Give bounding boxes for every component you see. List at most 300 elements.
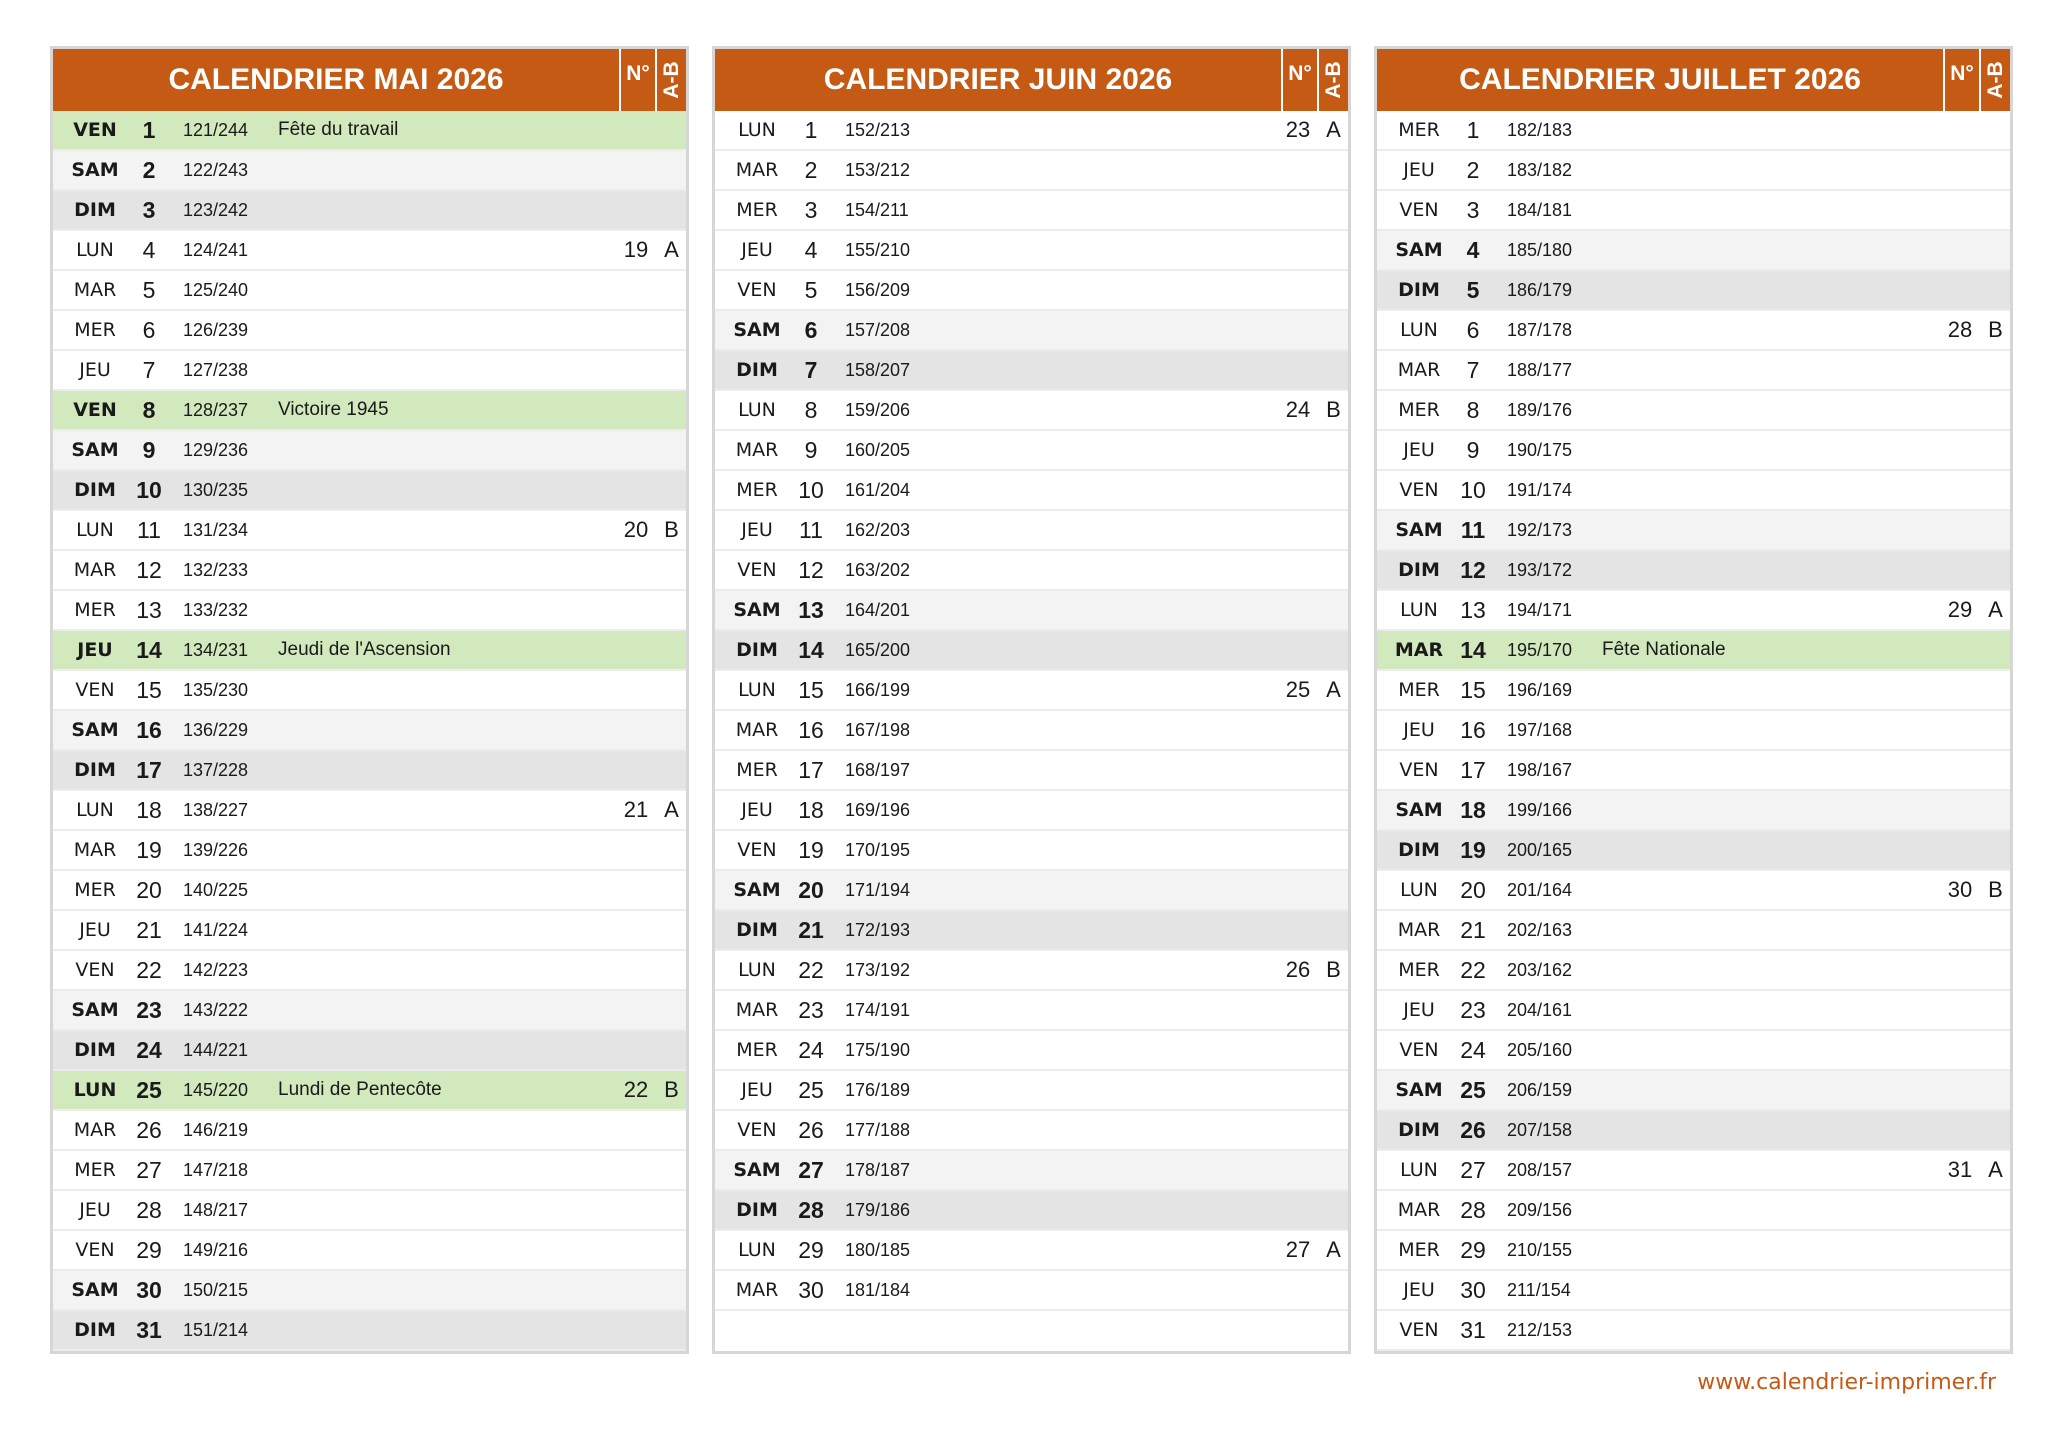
day-row — [715, 431, 1348, 471]
weekday-label: VEN — [73, 399, 117, 421]
day-row — [53, 951, 686, 991]
day-row — [53, 1151, 686, 1191]
day-row — [715, 711, 1348, 751]
day-of-year: 186/179 — [1507, 280, 1573, 300]
month-june — [712, 46, 1351, 1354]
day-row — [1377, 1191, 2010, 1231]
weekday-label: DIM — [1398, 279, 1440, 301]
day-row — [1377, 191, 2010, 231]
day-number: 18 — [798, 797, 824, 823]
day-of-year: 135/230 — [183, 680, 249, 700]
weekday-label: MAR — [1397, 1199, 1441, 1221]
day-number: 24 — [1460, 1037, 1486, 1063]
day-number: 24 — [798, 1037, 824, 1063]
day-number: 12 — [136, 557, 162, 583]
weekday-label: DIM — [74, 759, 116, 781]
weekday-label: DIM — [74, 1319, 116, 1341]
day-number: 14 — [798, 637, 824, 663]
day-number: 25 — [798, 1077, 824, 1103]
day-of-year: 131/234 — [183, 520, 249, 540]
weekday-label: VEN — [75, 959, 115, 981]
day-number: 7 — [804, 357, 818, 383]
day-number: 31 — [1460, 1317, 1486, 1343]
day-number: 30 — [1460, 1277, 1486, 1303]
weekday-label: SAM — [1395, 1079, 1443, 1101]
weekday-label: MAR — [735, 999, 779, 1021]
day-number: 27 — [136, 1157, 162, 1183]
weekday-label: VEN — [737, 839, 777, 861]
day-number: 27 — [1460, 1157, 1486, 1183]
day-row — [53, 511, 686, 551]
week-number: 21 — [623, 797, 649, 822]
day-of-year: 154/211 — [845, 200, 909, 220]
weekday-label: SAM — [1395, 519, 1443, 541]
day-of-year: 127/238 — [183, 360, 249, 380]
day-of-year: 152/213 — [845, 120, 911, 140]
week-ab: B — [1988, 877, 2003, 902]
day-of-year: 171/194 — [845, 880, 911, 900]
week-ab: B — [664, 1077, 679, 1102]
day-of-year: 174/191 — [845, 1000, 911, 1020]
day-of-year: 151/214 — [183, 1320, 249, 1340]
day-of-year: 188/177 — [1507, 360, 1573, 380]
day-of-year: 198/167 — [1507, 760, 1573, 780]
day-of-year: 191/174 — [1507, 480, 1573, 500]
day-of-year: 178/187 — [845, 1160, 911, 1180]
day-number: 6 — [1466, 317, 1480, 343]
day-number: 5 — [1466, 277, 1480, 303]
day-row — [53, 311, 686, 351]
day-number: 10 — [136, 477, 162, 503]
weekday-label: JEU — [79, 1199, 111, 1221]
month-header — [1377, 49, 2010, 111]
day-row — [715, 471, 1348, 511]
day-row — [1377, 391, 2010, 431]
day-row — [715, 311, 1348, 351]
day-row — [1377, 1231, 2010, 1271]
day-row — [53, 591, 686, 631]
weekday-label: LUN — [76, 519, 114, 541]
day-row — [715, 911, 1348, 951]
day-row — [715, 1031, 1348, 1071]
weekday-label: VEN — [737, 559, 777, 581]
week-number: 29 — [1947, 597, 1973, 622]
weekday-label: SAM — [71, 159, 119, 181]
weekday-label: MER — [736, 1039, 778, 1061]
day-row — [1377, 671, 2010, 711]
day-row — [53, 111, 686, 151]
weekday-label: MAR — [735, 719, 779, 741]
day-row — [53, 871, 686, 911]
week-ab: A — [664, 797, 679, 822]
weekday-label: SAM — [733, 879, 781, 901]
day-row — [53, 1111, 686, 1151]
day-row — [1377, 1151, 2010, 1191]
day-row — [1377, 1071, 2010, 1111]
day-of-year: 193/172 — [1507, 560, 1573, 580]
day-row — [1377, 911, 2010, 951]
week-number: 26 — [1285, 957, 1311, 982]
weekday-label: DIM — [1398, 1119, 1440, 1141]
day-number: 12 — [798, 557, 824, 583]
day-of-year: 165/200 — [845, 640, 911, 660]
day-number: 12 — [1460, 557, 1486, 583]
day-of-year: 211/154 — [1507, 1280, 1571, 1300]
weekday-label: VEN — [73, 119, 117, 141]
day-of-year: 142/223 — [183, 960, 249, 980]
day-row — [53, 191, 686, 231]
day-of-year: 126/239 — [183, 320, 249, 340]
day-list — [53, 111, 686, 1351]
week-ab: B — [1326, 397, 1341, 422]
weekday-label: MER — [1398, 119, 1440, 141]
weekday-label: DIM — [74, 199, 116, 221]
week-ab: A — [1988, 597, 2003, 622]
day-of-year: 203/162 — [1507, 960, 1573, 980]
day-of-year: 176/189 — [845, 1080, 911, 1100]
day-row — [715, 111, 1348, 151]
week-ab: A — [1988, 1157, 2003, 1182]
day-row — [1377, 471, 2010, 511]
day-number: 28 — [136, 1197, 162, 1223]
day-number: 26 — [136, 1117, 162, 1143]
day-of-year: 205/160 — [1507, 1040, 1573, 1060]
day-number: 29 — [798, 1237, 824, 1263]
day-number: 4 — [804, 237, 818, 263]
day-of-year: 164/201 — [845, 600, 911, 620]
day-number: 2 — [804, 157, 818, 183]
weekday-label: SAM — [71, 719, 119, 741]
day-of-year: 189/176 — [1507, 400, 1573, 420]
day-of-year: 123/242 — [183, 200, 249, 220]
day-row — [1377, 311, 2010, 351]
day-number: 29 — [1460, 1237, 1486, 1263]
day-number: 2 — [142, 157, 156, 183]
weekday-label: JEU — [79, 919, 111, 941]
ab-week-header: A-B — [1983, 61, 2007, 99]
day-row — [715, 551, 1348, 591]
day-of-year: 187/178 — [1507, 320, 1573, 340]
weekday-label: MAR — [1397, 359, 1441, 381]
day-row — [1377, 751, 2010, 791]
weekday-label: JEU — [1403, 159, 1435, 181]
day-row — [1377, 231, 2010, 271]
day-list — [1377, 111, 2010, 1351]
day-number: 19 — [136, 837, 162, 863]
day-of-year: 170/195 — [845, 840, 911, 860]
day-row — [1377, 151, 2010, 191]
day-row — [1377, 791, 2010, 831]
day-of-year: 194/171 — [1507, 600, 1573, 620]
day-row — [53, 151, 686, 191]
weekday-label: MER — [1398, 399, 1440, 421]
day-row — [715, 271, 1348, 311]
day-number: 11 — [1460, 517, 1486, 543]
day-list — [715, 111, 1348, 1349]
day-number: 23 — [136, 997, 162, 1023]
day-number: 21 — [1460, 917, 1486, 943]
week-number-header: N° — [1950, 62, 1974, 85]
weekday-label: JEU — [741, 799, 773, 821]
day-row — [715, 951, 1348, 991]
weekday-label: JEU — [741, 519, 773, 541]
weekday-label: DIM — [736, 359, 778, 381]
day-number: 3 — [1466, 197, 1480, 223]
day-of-year: 206/159 — [1507, 1080, 1573, 1100]
holiday-name: Lundi de Pentecôte — [278, 1079, 442, 1100]
day-number: 2 — [1466, 157, 1480, 183]
weekday-label: LUN — [1400, 1159, 1438, 1181]
week-number-header: N° — [626, 62, 650, 85]
day-number: 17 — [798, 757, 824, 783]
weekday-label: MER — [74, 879, 116, 901]
day-of-year: 125/240 — [183, 280, 249, 300]
day-number: 21 — [136, 917, 162, 943]
day-row — [53, 351, 686, 391]
day-number: 8 — [804, 397, 818, 423]
weekday-label: SAM — [733, 1159, 781, 1181]
weekday-label: MER — [736, 199, 778, 221]
day-row — [1377, 1271, 2010, 1311]
weekday-label: LUN — [76, 239, 114, 261]
day-of-year: 172/193 — [845, 920, 911, 940]
day-of-year: 201/164 — [1507, 880, 1573, 900]
ab-week-header: A-B — [1321, 61, 1345, 99]
day-number: 11 — [799, 517, 823, 543]
day-number: 9 — [1466, 437, 1480, 463]
day-number: 13 — [798, 597, 824, 623]
day-of-year: 121/244 — [183, 120, 249, 140]
weekday-label: JEU — [79, 359, 111, 381]
day-row — [715, 1231, 1348, 1271]
website-link[interactable]: www.calendrier-imprimer.fr — [1697, 1370, 1996, 1395]
weekday-label: MER — [1398, 959, 1440, 981]
day-row — [715, 1111, 1348, 1151]
day-of-year: 184/181 — [1507, 200, 1573, 220]
day-of-year: 139/226 — [183, 840, 249, 860]
weekday-label: SAM — [71, 1279, 119, 1301]
ab-week-header: A-B — [659, 61, 683, 99]
day-number: 25 — [136, 1077, 162, 1103]
day-of-year: 138/227 — [183, 800, 249, 820]
day-number: 5 — [804, 277, 818, 303]
month-title: CALENDRIER JUIN 2026 — [823, 63, 1173, 96]
weekday-label: JEU — [1403, 719, 1435, 741]
weekday-label: MER — [1398, 679, 1440, 701]
weekday-label: VEN — [1399, 199, 1439, 221]
weekday-label: DIM — [736, 1199, 778, 1221]
month-may — [50, 46, 689, 1354]
day-of-year: 129/236 — [183, 440, 249, 460]
weekday-label: MAR — [73, 279, 117, 301]
day-row — [53, 991, 686, 1031]
weekday-label: LUN — [738, 119, 776, 141]
day-number: 22 — [798, 957, 824, 983]
week-number: 31 — [1947, 1157, 1973, 1182]
day-row — [53, 471, 686, 511]
week-number: 27 — [1285, 1237, 1311, 1262]
day-row — [53, 391, 686, 431]
day-of-year: 183/182 — [1507, 160, 1573, 180]
weekday-label: DIM — [74, 479, 116, 501]
weekday-label: MAR — [73, 559, 117, 581]
day-number: 20 — [136, 877, 162, 903]
weekday-label: VEN — [737, 279, 777, 301]
day-number: 19 — [798, 837, 824, 863]
day-of-year: 199/166 — [1507, 800, 1573, 820]
day-of-year: 195/170 — [1507, 640, 1573, 660]
day-row — [715, 391, 1348, 431]
weekday-label: JEU — [77, 639, 113, 661]
weekday-label: LUN — [76, 799, 114, 821]
week-number: 25 — [1285, 677, 1311, 702]
weekday-label: DIM — [736, 639, 778, 661]
month-title: CALENDRIER JUILLET 2026 — [1459, 63, 1861, 96]
day-row — [715, 351, 1348, 391]
day-number: 13 — [1460, 597, 1486, 623]
weekday-label: MER — [74, 319, 116, 341]
weekday-label: DIM — [74, 1039, 116, 1061]
weekday-label: MER — [736, 479, 778, 501]
week-number: 19 — [623, 237, 649, 262]
day-row — [53, 551, 686, 591]
day-row — [1377, 431, 2010, 471]
weekday-label: MAR — [1397, 919, 1441, 941]
day-of-year: 136/229 — [183, 720, 249, 740]
week-ab: B — [664, 517, 679, 542]
day-row — [715, 151, 1348, 191]
day-of-year: 163/202 — [845, 560, 911, 580]
day-row — [53, 1271, 686, 1311]
day-of-year: 155/210 — [845, 240, 911, 260]
day-row — [715, 231, 1348, 271]
day-of-year: 202/163 — [1507, 920, 1573, 940]
day-of-year: 143/222 — [183, 1000, 249, 1020]
day-of-year: 159/206 — [845, 400, 911, 420]
weekday-label: VEN — [1399, 1319, 1439, 1341]
day-number: 7 — [1466, 357, 1480, 383]
day-number: 18 — [1460, 797, 1486, 823]
day-of-year: 140/225 — [183, 880, 249, 900]
day-row — [53, 791, 686, 831]
week-number-header: N° — [1288, 62, 1312, 85]
day-of-year: 168/197 — [845, 760, 911, 780]
weekday-label: JEU — [1403, 439, 1435, 461]
day-of-year: 144/221 — [183, 1040, 249, 1060]
weekday-label: JEU — [741, 239, 773, 261]
day-number: 17 — [136, 757, 162, 783]
day-number: 26 — [798, 1117, 824, 1143]
day-row — [715, 1191, 1348, 1231]
day-of-year: 146/219 — [183, 1120, 249, 1140]
day-of-year: 149/216 — [183, 1240, 249, 1260]
day-row — [1377, 711, 2010, 751]
day-row — [715, 1311, 1348, 1349]
day-number: 1 — [1466, 117, 1480, 143]
day-number: 23 — [798, 997, 824, 1023]
day-number: 31 — [136, 1317, 162, 1343]
day-row — [53, 1231, 686, 1271]
day-number: 20 — [1460, 877, 1486, 903]
day-of-year: 192/173 — [1507, 520, 1573, 540]
day-number: 14 — [1460, 637, 1486, 663]
day-row — [1377, 591, 2010, 631]
day-row — [53, 271, 686, 311]
week-ab: B — [1326, 957, 1341, 982]
day-number: 18 — [136, 797, 162, 823]
day-number: 8 — [1466, 397, 1480, 423]
week-ab: A — [1326, 117, 1341, 142]
day-of-year: 209/156 — [1507, 1200, 1573, 1220]
month-header — [715, 49, 1348, 111]
day-number: 10 — [1460, 477, 1486, 503]
week-ab: A — [1326, 1237, 1341, 1262]
day-number: 28 — [1460, 1197, 1486, 1223]
day-of-year: 177/188 — [845, 1120, 911, 1140]
weekday-label: MAR — [73, 839, 117, 861]
weekday-label: JEU — [741, 1079, 773, 1101]
month-title: CALENDRIER MAI 2026 — [168, 63, 504, 96]
day-row — [1377, 271, 2010, 311]
day-row — [715, 751, 1348, 791]
weekday-label: LUN — [1400, 599, 1438, 621]
week-number: 28 — [1947, 317, 1973, 342]
day-number: 28 — [798, 1197, 824, 1223]
weekday-label: LUN — [1400, 319, 1438, 341]
weekday-label: SAM — [71, 999, 119, 1021]
day-of-year: 161/204 — [845, 480, 911, 500]
day-of-year: 181/184 — [845, 1280, 911, 1300]
day-number: 6 — [804, 317, 818, 343]
week-number: 23 — [1285, 117, 1311, 142]
day-row — [1377, 511, 2010, 551]
day-number: 30 — [136, 1277, 162, 1303]
day-row — [1377, 831, 2010, 871]
day-of-year: 175/190 — [845, 1040, 911, 1060]
day-number: 27 — [798, 1157, 824, 1183]
weekday-label: VEN — [737, 1119, 777, 1141]
day-row — [715, 1151, 1348, 1191]
day-row — [715, 1271, 1348, 1311]
week-ab: A — [664, 237, 679, 262]
day-row — [1377, 1111, 2010, 1151]
day-number: 20 — [798, 877, 824, 903]
week-ab: A — [1326, 677, 1341, 702]
day-row — [1377, 871, 2010, 911]
day-row — [53, 431, 686, 471]
day-of-year: 166/199 — [845, 680, 911, 700]
day-number: 8 — [142, 397, 156, 423]
day-row — [715, 591, 1348, 631]
weekday-label: LUN — [1400, 879, 1438, 901]
day-row — [53, 751, 686, 791]
weekday-label: SAM — [733, 599, 781, 621]
month-july — [1374, 46, 2013, 1354]
day-number: 3 — [804, 197, 818, 223]
day-number: 21 — [798, 917, 824, 943]
holiday-name: Fête du travail — [278, 119, 399, 140]
month-header — [53, 49, 686, 111]
day-number: 25 — [1460, 1077, 1486, 1103]
day-of-year: 145/220 — [183, 1080, 249, 1100]
holiday-name: Jeudi de l'Ascension — [278, 639, 451, 660]
day-row — [1377, 991, 2010, 1031]
day-of-year: 212/153 — [1507, 1320, 1573, 1340]
day-number: 9 — [804, 437, 818, 463]
day-number: 24 — [136, 1037, 162, 1063]
week-ab: B — [1988, 317, 2003, 342]
day-of-year: 133/232 — [183, 600, 249, 620]
